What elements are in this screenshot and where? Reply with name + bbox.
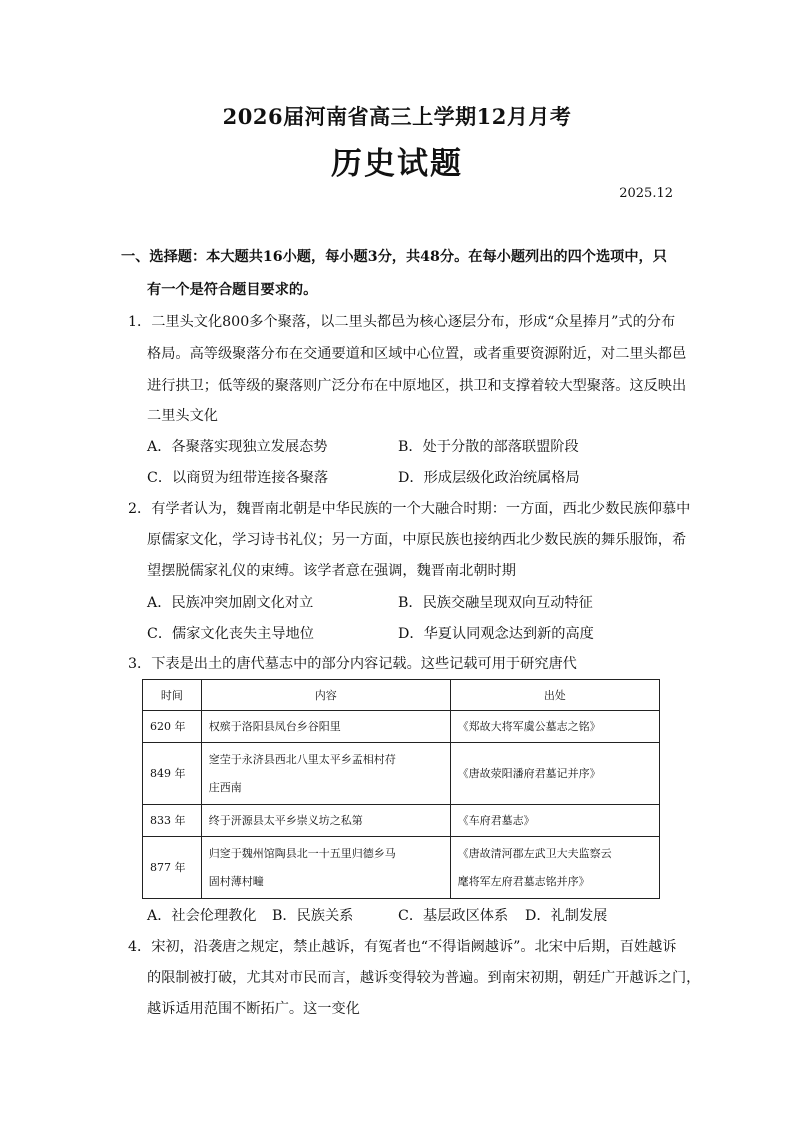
q1-stem-line: 二里头文化: [147, 408, 218, 424]
table-cell-year: 833 年: [143, 805, 202, 837]
q3-option-b[interactable]: B．民族关系: [272, 908, 354, 924]
cell-line: 《唐故荥阳潘府君墓记并序》: [457, 766, 601, 780]
table-cell-source: [450, 837, 659, 899]
q3-option-c[interactable]: C．基层政区体系: [398, 908, 509, 924]
tang-epitaph-table: [142, 679, 660, 899]
q2-option-a[interactable]: A．民族冲突加剧文化对立: [147, 595, 314, 611]
q1-option-c[interactable]: C．以商贸为纽带连接各聚落: [147, 470, 329, 486]
cell-line: 权殡于洛阳县凤台乡谷阳里: [208, 719, 341, 733]
cell-line: 《郑故大将军虞公墓志之铭》: [457, 719, 601, 733]
q2-stem-line: 2．有学者认为，魏晋南北朝是中华民族的一个大融合时期：一方面，西北少数民族仰慕中: [128, 501, 691, 517]
q3-option-d[interactable]: D．礼制发展: [525, 908, 608, 924]
exam-title: 2026届河南省高三上学期12月月考: [222, 104, 572, 129]
q2-option-b[interactable]: B．民族交融呈现双向互动特征: [398, 595, 593, 611]
exam-date: 2025.12: [619, 186, 673, 201]
table-row: [143, 837, 660, 899]
table-header-row: [143, 680, 660, 711]
table-cell-source: [450, 805, 659, 837]
cell-line: 庄西南: [208, 780, 242, 794]
table-row: [143, 711, 660, 743]
cell-line: 固村薄村疃: [208, 874, 264, 888]
table-cell-content: [201, 805, 450, 837]
cell-line: 《唐故清河郡左武卫大夫监察云: [457, 846, 612, 860]
cell-line: 窆茔于永济县西北八里太平乡孟相村苻: [208, 752, 396, 766]
table-cell-year: 620 年: [143, 711, 202, 743]
q2-stem-line: 原儒家文化，学习诗书礼仪；另一方面，中原民族也接纳西北少数民族的舞乐服饰，希: [147, 532, 687, 548]
q4-stem-line: 4．宋初，沿袭唐之规定，禁止越诉，有冤者也“不得诣阙越诉”。北宋中后期，百姓越诉: [128, 939, 677, 955]
table-row: [143, 743, 660, 805]
table-header-time: 时间: [143, 680, 202, 711]
section-heading-line1: 一、选择题：本大题共16小题，每小题3分，共48分。在每小题列出的四个选项中，只: [121, 249, 667, 265]
table-header-content: 内容: [201, 680, 450, 711]
q1-stem-line: 格局。高等级聚落分布在交通要道和区域中心位置，或者重要资源附近，对二里头都邑: [147, 346, 687, 362]
table-cell-content: [201, 711, 450, 743]
q1-option-b[interactable]: B．处于分散的部落联盟阶段: [398, 439, 579, 455]
cell-line: 麾将军左府君墓志铭并序》: [457, 874, 590, 888]
section-heading-line2: 有一个是符合题目要求的。: [147, 282, 318, 298]
table-cell-source: [450, 711, 659, 743]
table-cell-year: 849 年: [143, 743, 202, 805]
q1-stem-line: 进行拱卫；低等级的聚落则广泛分布在中原地区，拱卫和支撑着较大型聚落。这反映出: [147, 378, 687, 394]
table-cell-content: [201, 743, 450, 805]
table-cell-source: [450, 743, 659, 805]
table-cell-year: 877 年: [143, 837, 202, 899]
q2-option-c[interactable]: C．儒家文化丧失主导地位: [147, 626, 314, 642]
q1-option-d[interactable]: D．形成层级化政治统属格局: [398, 470, 580, 486]
table-cell-content: [201, 837, 450, 899]
q3-option-a[interactable]: A．社会伦理教化: [147, 908, 257, 924]
cell-line: 终于汧源县太平乡崇义坊之私第: [208, 813, 363, 827]
subject-title: 历史试题: [331, 146, 463, 182]
q3-stem-line: 3．下表是出土的唐代墓志中的部分内容记载。这些记载可用于研究唐代: [128, 656, 577, 672]
cell-line: 归窆于魏州馆陶县北一十五里归德乡马: [208, 846, 396, 860]
q2-option-d[interactable]: D．华夏认同观念达到新的高度: [398, 626, 594, 642]
cell-line: 《车府君墓志》: [457, 813, 535, 827]
q2-stem-line: 望摆脱儒家礼仪的束缚。该学者意在强调，魏晋南北朝时期: [147, 563, 516, 579]
q4-stem-line: 的限制被打破，尤其对市民而言，越诉变得较为普遍。到南宋初期，朝廷广开越诉之门，: [147, 970, 701, 986]
q1-stem-line: 1．二里头文化800多个聚落，以二里头都邑为核心逐层分布，形成“众星捧月”式的分布: [128, 314, 676, 330]
table-row: [143, 805, 660, 837]
q4-stem-line: 越诉适用范围不断拓广。这一变化: [147, 1001, 360, 1017]
q1-option-a[interactable]: A．各聚落实现独立发展态势: [147, 439, 328, 455]
table-header-source: 出处: [450, 680, 659, 711]
